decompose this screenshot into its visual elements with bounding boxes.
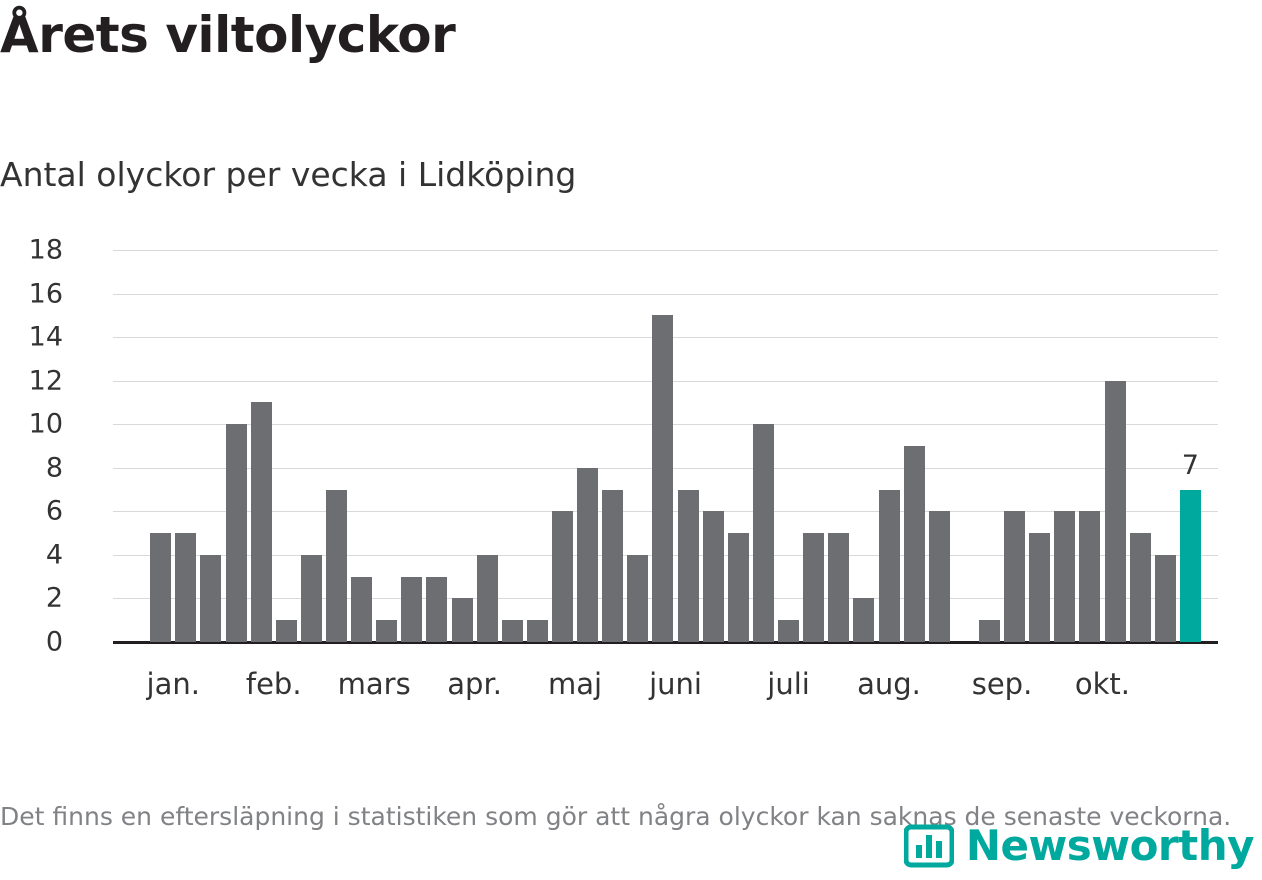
bar[interactable]	[175, 533, 196, 642]
bar[interactable]	[251, 402, 272, 642]
bar[interactable]	[502, 620, 523, 642]
bar[interactable]	[452, 598, 473, 642]
y-axis-tick-label: 14	[28, 321, 63, 353]
x-axis-tick-label: juli	[767, 667, 810, 701]
bar[interactable]	[376, 620, 397, 642]
bar[interactable]	[276, 620, 297, 642]
bar[interactable]	[853, 598, 874, 642]
y-axis-tick-label: 8	[45, 452, 63, 484]
bar[interactable]	[200, 555, 221, 642]
bar[interactable]	[879, 490, 900, 642]
y-axis-tick-label: 16	[28, 278, 63, 310]
y-axis-tick-label: 6	[45, 495, 63, 527]
bar[interactable]	[828, 533, 849, 642]
bar[interactable]	[150, 533, 171, 642]
x-axis-tick-label: juni	[649, 667, 702, 701]
newsworthy-logo[interactable]	[904, 821, 1254, 871]
x-axis-tick-label: okt.	[1074, 667, 1131, 701]
bar[interactable]	[1180, 490, 1201, 642]
bar[interactable]	[627, 555, 648, 642]
x-axis-tick-label: apr.	[447, 667, 502, 701]
bar[interactable]	[703, 511, 724, 642]
page-title: Årets viltolyckor	[0, 6, 456, 64]
y-axis-tick-label: 12	[28, 365, 63, 397]
bar[interactable]	[401, 577, 422, 642]
bar[interactable]	[1054, 511, 1075, 642]
chart-subtitle: Antal olyckor per vecka i Lidköping	[0, 155, 577, 194]
x-axis-tick-label: sep.	[971, 667, 1033, 701]
bar[interactable]	[477, 555, 498, 642]
bar[interactable]	[1155, 555, 1176, 642]
bar-series	[113, 250, 1218, 642]
bar[interactable]	[753, 424, 774, 642]
x-axis-tick-label: jan.	[146, 667, 200, 701]
bar[interactable]	[803, 533, 824, 642]
bar[interactable]	[552, 511, 573, 642]
bar[interactable]	[527, 620, 548, 642]
bar[interactable]	[301, 555, 322, 642]
bar[interactable]	[929, 511, 950, 642]
y-axis-tick-label: 10	[28, 408, 63, 440]
x-axis-tick-label: feb.	[245, 667, 302, 701]
x-axis-tick-label: aug.	[857, 667, 921, 701]
y-axis-tick-label: 4	[45, 539, 63, 571]
bar-chart-icon	[904, 821, 954, 871]
x-axis-tick-label: mars	[337, 667, 411, 701]
bar[interactable]	[678, 490, 699, 642]
bar-value-label: 7	[1181, 449, 1199, 481]
brand-name: Newsworthy	[965, 821, 1254, 870]
bar[interactable]	[426, 577, 447, 642]
bar[interactable]	[351, 577, 372, 642]
bar[interactable]	[1105, 381, 1126, 642]
bar[interactable]	[1079, 511, 1100, 642]
bar[interactable]	[602, 490, 623, 642]
bar[interactable]	[652, 315, 673, 642]
bar-chart	[0, 234, 1262, 710]
y-axis-tick-label: 18	[28, 234, 63, 266]
y-axis-tick-label: 0	[45, 626, 63, 658]
bar[interactable]	[326, 490, 347, 642]
bar[interactable]	[904, 446, 925, 642]
x-axis-tick-label: maj	[548, 667, 603, 701]
bar[interactable]	[577, 468, 598, 642]
bar[interactable]	[778, 620, 799, 642]
bar[interactable]	[1004, 511, 1025, 642]
chart-footnote: Det finns en eftersläpning i statistiken som gör att några olyckor kan saknas de senaste veckorna.	[0, 802, 1232, 831]
bar[interactable]	[1029, 533, 1050, 642]
y-axis-tick-label: 2	[45, 582, 63, 614]
bar[interactable]	[979, 620, 1000, 642]
bar[interactable]	[226, 424, 247, 642]
bar[interactable]	[728, 533, 749, 642]
bar[interactable]	[1130, 533, 1151, 642]
